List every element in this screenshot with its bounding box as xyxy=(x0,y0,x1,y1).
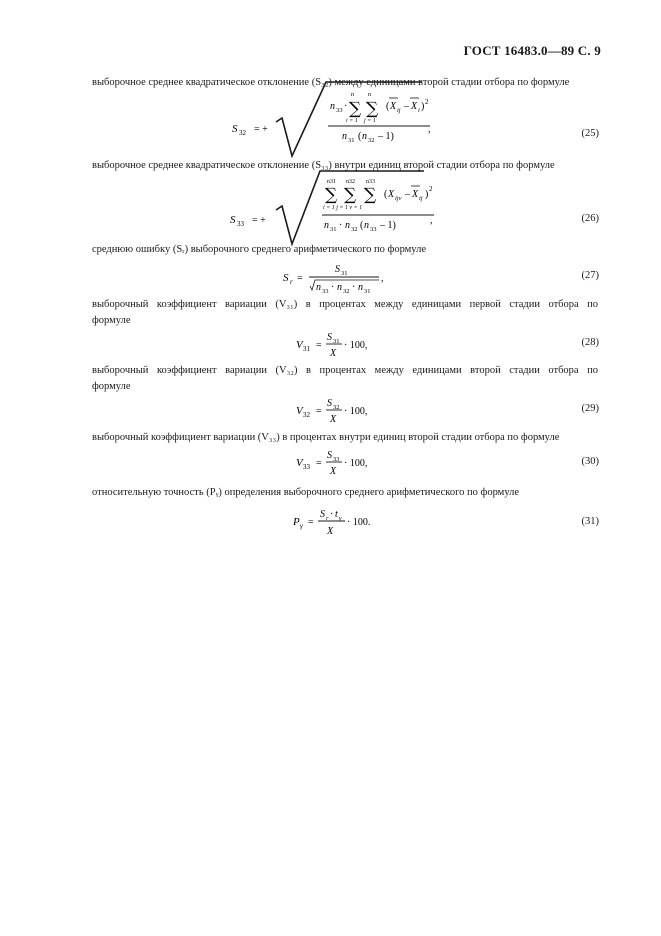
f25-sigma-2: ∑ xyxy=(366,99,379,119)
svg-text:n: n xyxy=(368,92,371,98)
svg-text:V: V xyxy=(296,405,303,417)
svg-text:n: n xyxy=(337,282,342,293)
formula-30 xyxy=(296,448,386,478)
paragraph-29-text-a: выборочный коэффициент вариации (V₃₂) в процентах между единицами второй стадии отбора по xyxy=(92,365,598,376)
svg-text:S: S xyxy=(327,398,332,409)
svg-text:S: S xyxy=(335,264,340,275)
formula-number-26: (26) xyxy=(581,213,599,224)
svg-text:X: X xyxy=(330,348,337,359)
f25-eq: = + xyxy=(254,124,268,135)
svg-text:S: S xyxy=(320,509,325,520)
paragraph-30-text: выборочный коэффициент вариации (V₃₃) в процентах внутри единиц второй стадии отбора по формуле xyxy=(92,432,560,443)
paragraph-28 xyxy=(92,297,598,329)
svg-text:·: · xyxy=(330,509,334,520)
svg-text:n: n xyxy=(330,101,335,112)
formula-number-27: (27) xyxy=(581,270,599,281)
formula-27 xyxy=(283,262,403,294)
svg-text:X: X xyxy=(411,101,418,112)
svg-text:∑: ∑ xyxy=(344,185,357,205)
svg-text:X: X xyxy=(390,101,397,112)
svg-text:S: S xyxy=(327,332,332,343)
svg-text:i: i xyxy=(418,107,420,114)
paragraph-31-text: относительную точность (Pᵧ) определения выборочного среднего арифметического по формуле xyxy=(92,487,520,498)
svg-text:33: 33 xyxy=(322,288,329,295)
paragraph-27 xyxy=(92,242,598,258)
svg-text:X: X xyxy=(327,526,334,537)
svg-text:(: ( xyxy=(358,131,362,142)
svg-text:33: 33 xyxy=(333,456,340,463)
svg-text:32: 32 xyxy=(351,226,358,233)
svg-text:·: · xyxy=(352,282,356,293)
svg-text:V: V xyxy=(296,457,303,469)
svg-text:,: , xyxy=(428,124,431,135)
formula-26-graphic xyxy=(228,178,478,244)
paragraph-29 xyxy=(92,363,598,395)
svg-text:S: S xyxy=(283,272,289,284)
svg-text:n: n xyxy=(316,282,321,293)
svg-text:· 100,: · 100, xyxy=(344,340,368,351)
svg-text:r: r xyxy=(290,278,293,286)
svg-text:ijv: ijv xyxy=(395,195,402,202)
page-header: ГОСТ 16483.0—89 С. 9 xyxy=(463,43,601,58)
svg-text:S: S xyxy=(327,450,332,461)
formula-28 xyxy=(296,330,386,360)
paragraph-25 xyxy=(92,75,598,91)
svg-text:∑: ∑ xyxy=(325,185,338,205)
f25-lhs-sub: 32 xyxy=(239,129,246,137)
formula-number-25: (25) xyxy=(581,128,599,139)
svg-text:·: · xyxy=(344,101,348,112)
svg-text:33: 33 xyxy=(370,226,377,233)
svg-text:2: 2 xyxy=(425,98,429,106)
svg-text:): ) xyxy=(425,189,429,200)
svg-text:–: – xyxy=(405,189,410,200)
svg-text:S: S xyxy=(230,214,236,226)
paragraph-26-text: выборочное среднее квадратическое отклонение (S₃₃) внутри единиц второй стадии отбора по формуле xyxy=(92,160,555,171)
svg-text:32: 32 xyxy=(303,411,310,419)
svg-text:=: = xyxy=(316,406,322,417)
svg-text:P: P xyxy=(293,516,300,528)
svg-text:n: n xyxy=(362,131,367,142)
svg-text:31: 31 xyxy=(348,137,355,144)
svg-text:=: = xyxy=(316,340,322,351)
svg-text:32: 32 xyxy=(368,137,375,144)
formula-28-graphic xyxy=(296,330,386,360)
svg-text:X: X xyxy=(412,189,419,200)
formula-30-graphic xyxy=(296,448,386,478)
svg-text:,: , xyxy=(430,215,433,226)
svg-text:=: = xyxy=(316,458,322,469)
svg-text:– 1): – 1) xyxy=(380,220,396,231)
svg-text:∑: ∑ xyxy=(364,185,377,205)
svg-text:(: ( xyxy=(386,101,390,112)
f25-lhs: S xyxy=(232,123,238,135)
svg-text:r: r xyxy=(326,515,329,522)
svg-text:V: V xyxy=(296,339,303,351)
formula-27-graphic xyxy=(283,262,403,294)
svg-text:t: t xyxy=(335,509,338,520)
svg-text:i = 1: i = 1 xyxy=(346,118,358,124)
svg-text:31: 31 xyxy=(303,345,310,353)
paragraph-27-text: среднюю ошибку (Sᵣ) выборочного среднего арифметического по формуле xyxy=(92,244,426,255)
svg-text:γ: γ xyxy=(300,522,303,530)
svg-text:n: n xyxy=(364,220,369,231)
formula-29 xyxy=(296,396,386,426)
svg-text:,: , xyxy=(381,273,384,284)
svg-text:· 100,: · 100, xyxy=(344,458,368,469)
svg-text:j = 1: j = 1 xyxy=(364,118,376,124)
svg-text:n33: n33 xyxy=(366,179,375,185)
svg-text:31: 31 xyxy=(364,288,371,295)
svg-text:n31: n31 xyxy=(327,179,336,185)
paragraph-31 xyxy=(92,485,598,501)
svg-text:=: = xyxy=(308,517,314,528)
svg-text:31: 31 xyxy=(333,338,340,345)
svg-text:X: X xyxy=(388,189,395,200)
formula-number-29: (29) xyxy=(581,403,599,414)
formula-31-graphic xyxy=(293,506,393,538)
paragraph-28-text-a: выборочный коэффициент вариации (V₃₁) в процентах между единицами первой стадии отбора по xyxy=(92,299,598,310)
svg-text:=: = xyxy=(297,273,303,284)
svg-text:X: X xyxy=(330,466,337,477)
svg-text:– 1): – 1) xyxy=(378,131,394,142)
paragraph-30 xyxy=(92,430,598,446)
svg-text:(: ( xyxy=(384,189,388,200)
formula-25 xyxy=(232,92,482,158)
formula-26 xyxy=(228,178,478,244)
svg-text:ij: ij xyxy=(419,195,423,202)
svg-text:n32: n32 xyxy=(346,179,355,185)
svg-text:32: 32 xyxy=(343,288,350,295)
formula-number-28: (28) xyxy=(581,337,599,348)
svg-text:33: 33 xyxy=(237,220,244,228)
formula-number-31: (31) xyxy=(581,516,599,527)
svg-text:n: n xyxy=(351,92,354,98)
svg-text:n: n xyxy=(342,131,347,142)
svg-text:n: n xyxy=(324,220,329,231)
svg-text:X: X xyxy=(330,414,337,425)
svg-text:2: 2 xyxy=(429,185,433,193)
svg-text:ij: ij xyxy=(397,107,401,114)
formula-29-graphic xyxy=(296,396,386,426)
formula-number-30: (30) xyxy=(581,456,599,467)
svg-text:i = 1 j = 1 v = 1: i = 1 j = 1 v = 1 xyxy=(323,205,363,211)
svg-text:·: · xyxy=(339,220,343,231)
svg-text:n: n xyxy=(345,220,350,231)
paragraph-25-text: выборочное среднее квадратическое отклонение (S₃₂) между единицами второй стадии отбора по формуле xyxy=(92,77,570,88)
svg-text:): ) xyxy=(421,101,425,112)
svg-text:31: 31 xyxy=(341,270,348,277)
svg-text:n: n xyxy=(358,282,363,293)
svg-text:·: · xyxy=(331,282,335,293)
formula-25-graphic xyxy=(232,92,482,158)
svg-text:33: 33 xyxy=(303,463,310,471)
svg-text:–: – xyxy=(404,101,409,112)
paragraph-29-text-b: формуле xyxy=(92,381,131,392)
f25-sigma-1: ∑ xyxy=(349,99,362,119)
svg-text:31: 31 xyxy=(330,226,337,233)
svg-text:= +: = + xyxy=(252,215,266,226)
svg-text:· 100,: · 100, xyxy=(344,406,368,417)
svg-text:(: ( xyxy=(360,220,364,231)
svg-text:32: 32 xyxy=(333,404,340,411)
svg-text:γ: γ xyxy=(339,515,342,522)
formula-31 xyxy=(293,506,393,538)
svg-text:33: 33 xyxy=(336,107,343,114)
paragraph-28-text-b: формуле xyxy=(92,315,131,326)
svg-text:· 100.: · 100. xyxy=(347,517,371,528)
